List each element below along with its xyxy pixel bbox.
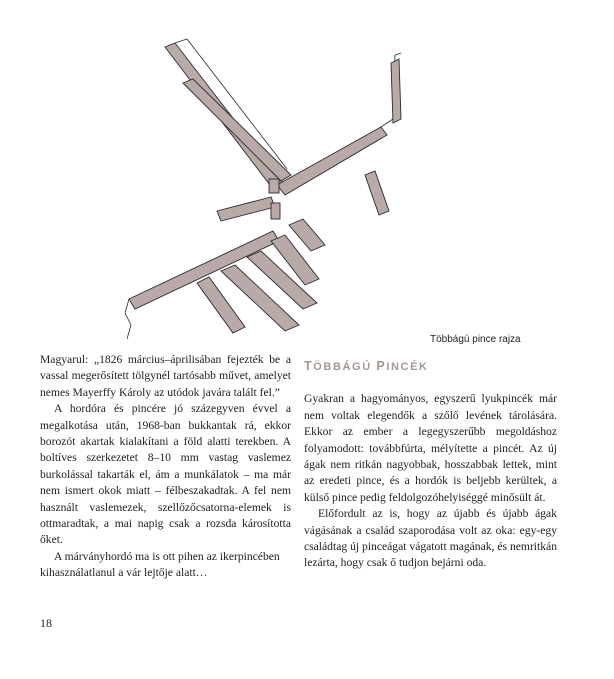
corridor-outline (175, 39, 287, 169)
right-column (304, 352, 557, 572)
paragraph: A márványhordó ma is ott pihen az ikerpincében kihasználatlanul a vár lejtője alatt… (40, 549, 280, 580)
cellar-drawing (95, 35, 430, 345)
chamber-5 (289, 219, 325, 251)
corridor-right-stub (365, 171, 389, 215)
paragraph: Magyarul: „1826 március–áprilisában fejezték be a vassal megerősített tölgynél tartósabb művet, amelyet nemes Mayerffy Károly az utódok javára talált fel.” (40, 353, 291, 399)
left-column (40, 352, 291, 582)
lower-left-end (125, 299, 131, 339)
junction-block-1 (269, 179, 279, 193)
corridor-left-branch (217, 197, 275, 221)
junction-block-2 (271, 203, 280, 219)
corridor-upper (183, 79, 291, 181)
page-number: 18 (40, 616, 52, 630)
figure-caption: Többágú pince rajza (430, 334, 521, 345)
paragraph: Gyakran a hagyományos, egyszerű lyukpincék már nem voltak elegendők a szőlő levének tárolására. Ekkor az ember a legegyszerűbb megoldáshoz folyamodott: továbbfúrta, mélyítette a pincét. Az új ágak nem ritkán nagyobbak, hosszabbak lettek, mint az eredeti pince, és a hordók is beljebb kerültek, a külső pince pedig feldolgozóhelyiséggé minősült át. (304, 392, 557, 504)
section-heading: TÖBBÁGÚ PINCÉK (304, 359, 429, 373)
corridor-upper-right-tip (391, 59, 401, 123)
paragraph: A hordóra és pincére jó százegyven évvel a megalkotása után, 1968-ban bukkantak rá, ekkor borozót akartak kialakítani a föld alatti terekben. A boltíves szerkezetet 8–10 mm vastag vaslemez burkolással takarták el, ám a munkálatok – ma már nem ismert okok miatt – félbeszakadtak. A fel nem használt vaslemezek, szellőzőcsatorna-elemek is ottmaradtak, a mai napig csak a rozsda károsította őket. (40, 402, 291, 547)
paragraph: Előfordult az is, hogy az újabb és újabb ágak vágásának a család szaporodása volt az oka: egy-egy családtag új pinceágat vágatott magának, és nemritkán lezárta, hogy csak ő tudjon bejárni oda. (304, 507, 557, 570)
cellar-plan-illustration (95, 35, 430, 345)
